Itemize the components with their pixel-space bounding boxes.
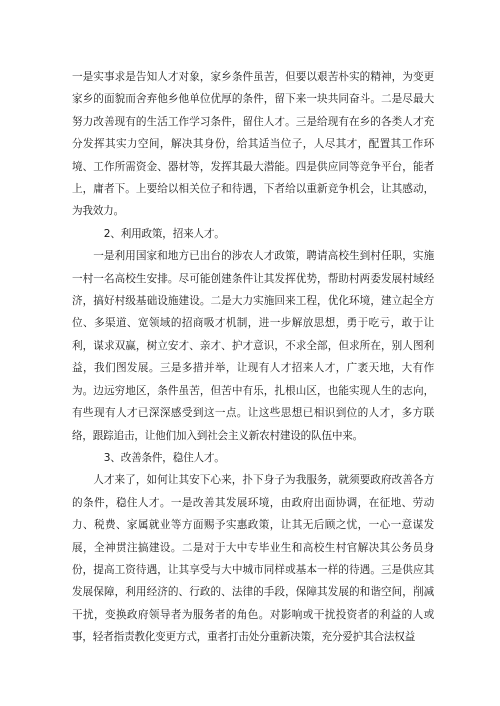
section-heading-stabilize-talent: 3、改善条件，稳住人才。 (103, 451, 225, 464)
section-heading-attract-talent: 2、利用政策，招来人才。 (103, 227, 225, 240)
paragraph-attract-talent: 一是利用国家和地方已出台的涉农人才政策，聘请高校生到村任职，实施一村一名高校生安排。尽可能创建条件让其发挥优势，帮助村两委发展村域经济，搞好村级基础设施建设。二是大力实施回来工程，优化环境，建立起全方位、多渠道、宽领域的招商吸才机制，进一步解放思想，勇于吃亏，敢于让利，谋求双赢，树立安才、亲才、护才意识，不求全部，但求所在，别人图利益，我们图发展。三是多措并举，让现有人才招来人才，广袤天地，大有作为。边远穷地区，条件虽苦，但苦中有乐，扎根山区，也能实现人生的志向，有些现有人才已深深感受到这一点。让这些思想已相识到位的人才，多方联络，跟踪追击，让他们加入到社会主义新农村建设的队伍中来。 (72, 250, 434, 442)
document-page (72, 66, 434, 649)
paragraph-retain-talent: 一是实事求是告知人才对象，家乡条件虽苦，但要以艰苦朴实的精神，为变更家乡的面貌而舍弃他乡他单位优厚的条件，留下来一块共同奋斗。二是尽最大努力改善现有的生活工作学习条件，留住人才。三是给现有在乡的各类人才充分发挥其实力空间，解决其身份，给其适当位子，人尽其才，配置其工作环境、工作所需资金、器材等，发挥其最大潜能。四是供应同等竞争平台，能者上，庸者下。上要给以相关位子和待遇，下者给以重新竞争机会，让其感动，为我效力。 (72, 71, 434, 218)
paragraph-stabilize-talent: 人才来了，如何让其安下心来，扑下身子为我服务，就须要政府改善各方的条件，稳住人才。一是改善其发展环境，由政府出面协调，在征地、劳动力、税费、家属就业等方面赐予实惠政策，让其无后顾之忧，一心一意谋发展，全神贯注搞建设。二是对于大中专毕业生和高校生村官解决其公务员身份，提高工资待遇，让其享受与大中城市同样或基本一样的待遇。三是供应其发展保障，利用经济的、行政的、法律的手段，保障其发展的和谐空间，削减干扰，变换政府领导者为服务者的角色。对影响或干扰投资者的利益的人或事，轻者指责教化变更方式，重者打击处分重新决策，充分爱护其合法权益 (72, 474, 434, 644)
